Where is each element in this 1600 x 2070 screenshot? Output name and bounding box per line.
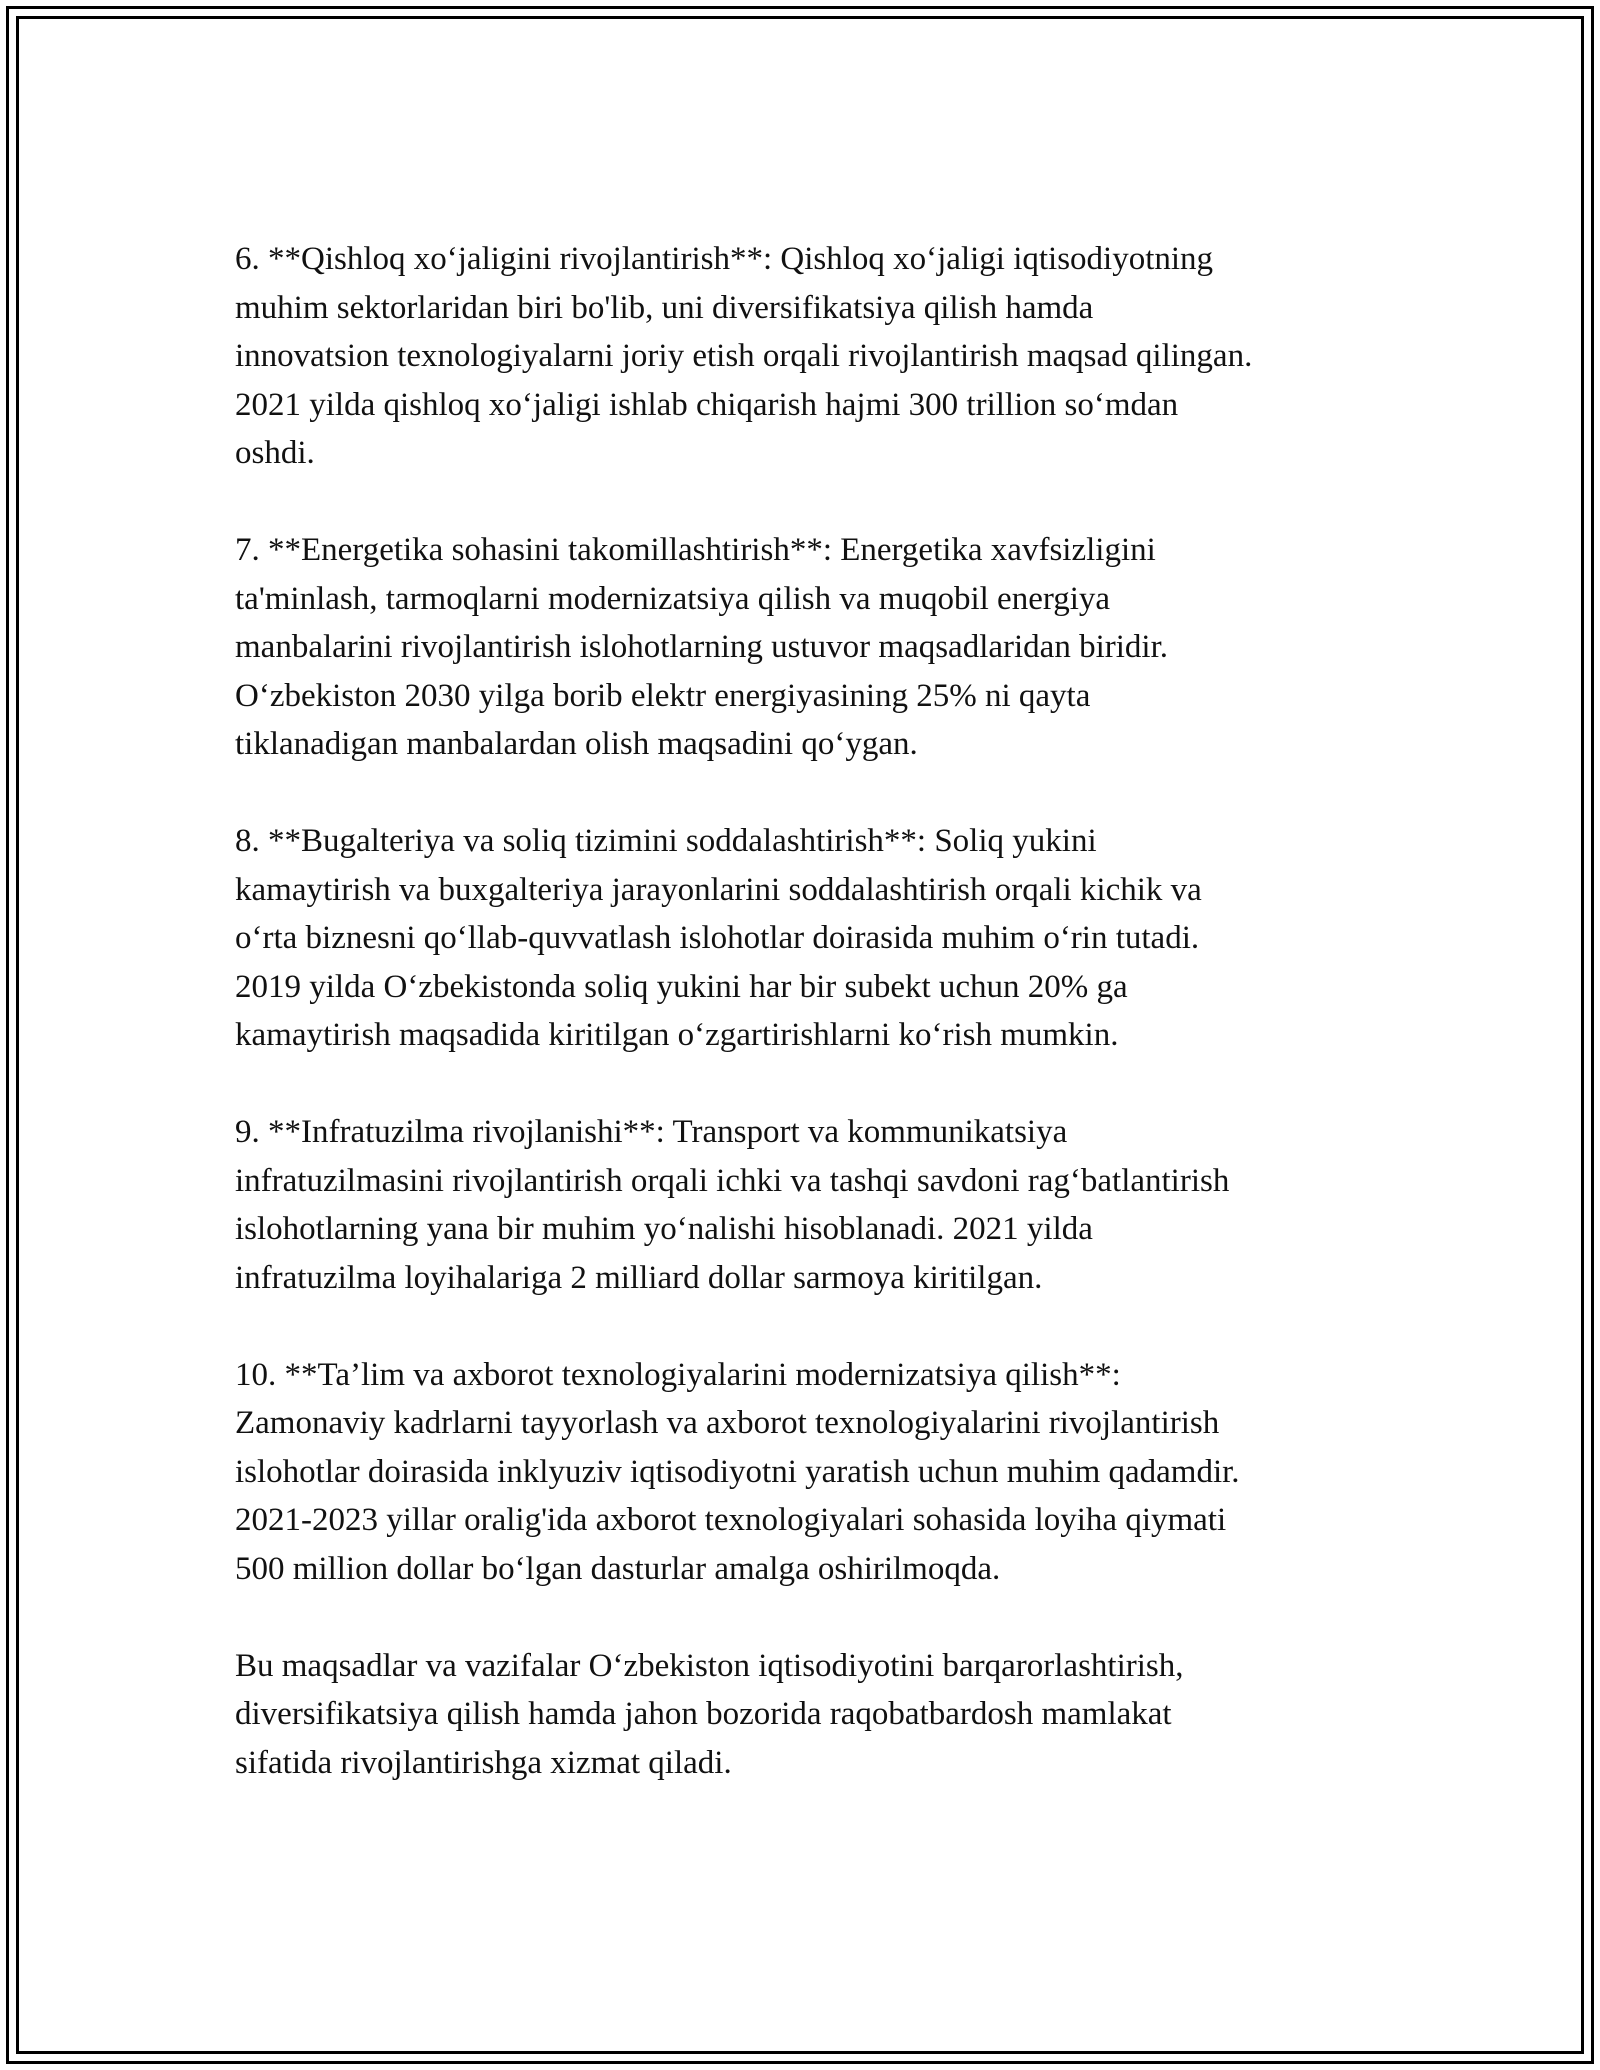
paragraph-education-it bbox=[235, 1351, 1385, 1594]
paragraph-infrastructure bbox=[235, 1108, 1385, 1302]
paragraph-line: Zamonaviy kadrlarni tayyorlash va axborot texnologiyalarini rivojlantirish bbox=[235, 1405, 1220, 1441]
paragraph-energy bbox=[235, 526, 1385, 769]
paragraph-line: 10. **Ta’lim va axborot texnologiyalarini modernizatsiya qilish**: bbox=[235, 1356, 1121, 1393]
paragraph-line: 7. **Energetika sohasini takomillashtirish**: Energetika xavfsizligini bbox=[235, 532, 1156, 568]
paragraph-line: infratuzilma loyihalariga 2 milliard dollar sarmoya kiritilgan. bbox=[235, 1259, 1043, 1296]
paragraph-line: 2021-2023 yillar oralig'ida axborot texnologiyalari sohasida loyiha qiymati bbox=[235, 1502, 1227, 1538]
paragraph-line: islohotlarning yana bir muhim yo‘nalishi hisoblanadi. 2021 yilda bbox=[235, 1211, 1093, 1247]
paragraph-line: Bu maqsadlar va vazifalar O‘zbekiston iqtisodiyotini barqarorlashtirish, bbox=[235, 1647, 1184, 1684]
paragraph-agriculture bbox=[235, 235, 1385, 478]
paragraph-line: 2021 yilda qishloq xo‘jaligi ishlab chiqarish hajmi 300 trillion so‘mdan bbox=[235, 386, 1179, 423]
paragraph-line: ta'minlash, tarmoqlarni modernizatsiya qilish va muqobil energiya bbox=[235, 580, 1111, 617]
paragraph-line: oshdi. bbox=[235, 435, 315, 471]
paragraph-line: 8. **Bugalteriya va soliq tizimini soddalashtirish**: Soliq yukini bbox=[235, 823, 1097, 859]
paragraph-line: tiklanadigan manbalardan olish maqsadini qo‘ygan. bbox=[235, 726, 918, 762]
paragraph-line: kamaytirish maqsadida kiritilgan o‘zgartirishlarni ko‘rish mumkin. bbox=[235, 1017, 1119, 1053]
paragraph-line: kamaytirish va buxgalteriya jarayonlarini soddalashtirish orqali kichik va bbox=[235, 871, 1202, 908]
paragraph-tax bbox=[235, 817, 1385, 1060]
paragraph-line: sifatida rivojlantirishga xizmat qiladi. bbox=[235, 1744, 732, 1781]
paragraph-line: 6. **Qishloq xo‘jaligini rivojlantirish**: Qishloq xo‘jaligi iqtisodiyotning bbox=[235, 241, 1214, 277]
paragraph-line: 9. **Infratuzilma rivojlanishi**: Transport va kommunikatsiya bbox=[235, 1114, 1068, 1150]
paragraph-line: O‘zbekiston 2030 yilga borib elektr energiyasining 25% ni qayta bbox=[235, 677, 1091, 714]
paragraph-line: 2019 yilda O‘zbekistonda soliq yukini har bir subekt uchun 20% ga bbox=[235, 968, 1128, 1005]
paragraph-conclusion bbox=[235, 1642, 1385, 1788]
paragraph-line: 500 million dollar bo‘lgan dasturlar amalga oshirilmoqda. bbox=[235, 1550, 1001, 1587]
paragraph-line: manbalarini rivojlantirish islohotlarning ustuvor maqsadlaridan biridir. bbox=[235, 629, 1168, 665]
paragraph-line: innovatsion texnologiyalarni joriy etish orqali rivojlantirish maqsad qilingan. bbox=[235, 338, 1253, 374]
paragraph-line: diversifikatsiya qilish hamda jahon bozorida raqobatbardosh mamlakat bbox=[235, 1696, 1172, 1732]
document-body bbox=[235, 235, 1385, 1836]
paragraph-line: o‘rta biznesni qo‘llab-quvvatlash islohotlar doirasida muhim o‘rin tutadi. bbox=[235, 920, 1200, 956]
paragraph-line: infratuzilmasini rivojlantirish orqali ichki va tashqi savdoni rag‘batlantirish bbox=[235, 1162, 1230, 1199]
paragraph-line: islohotlar doirasida inklyuziv iqtisodiyotni yaratish uchun muhim qadamdir. bbox=[235, 1453, 1240, 1490]
paragraph-line: muhim sektorlaridan biri bo'lib, uni diversifikatsiya qilish hamda bbox=[235, 289, 1094, 326]
